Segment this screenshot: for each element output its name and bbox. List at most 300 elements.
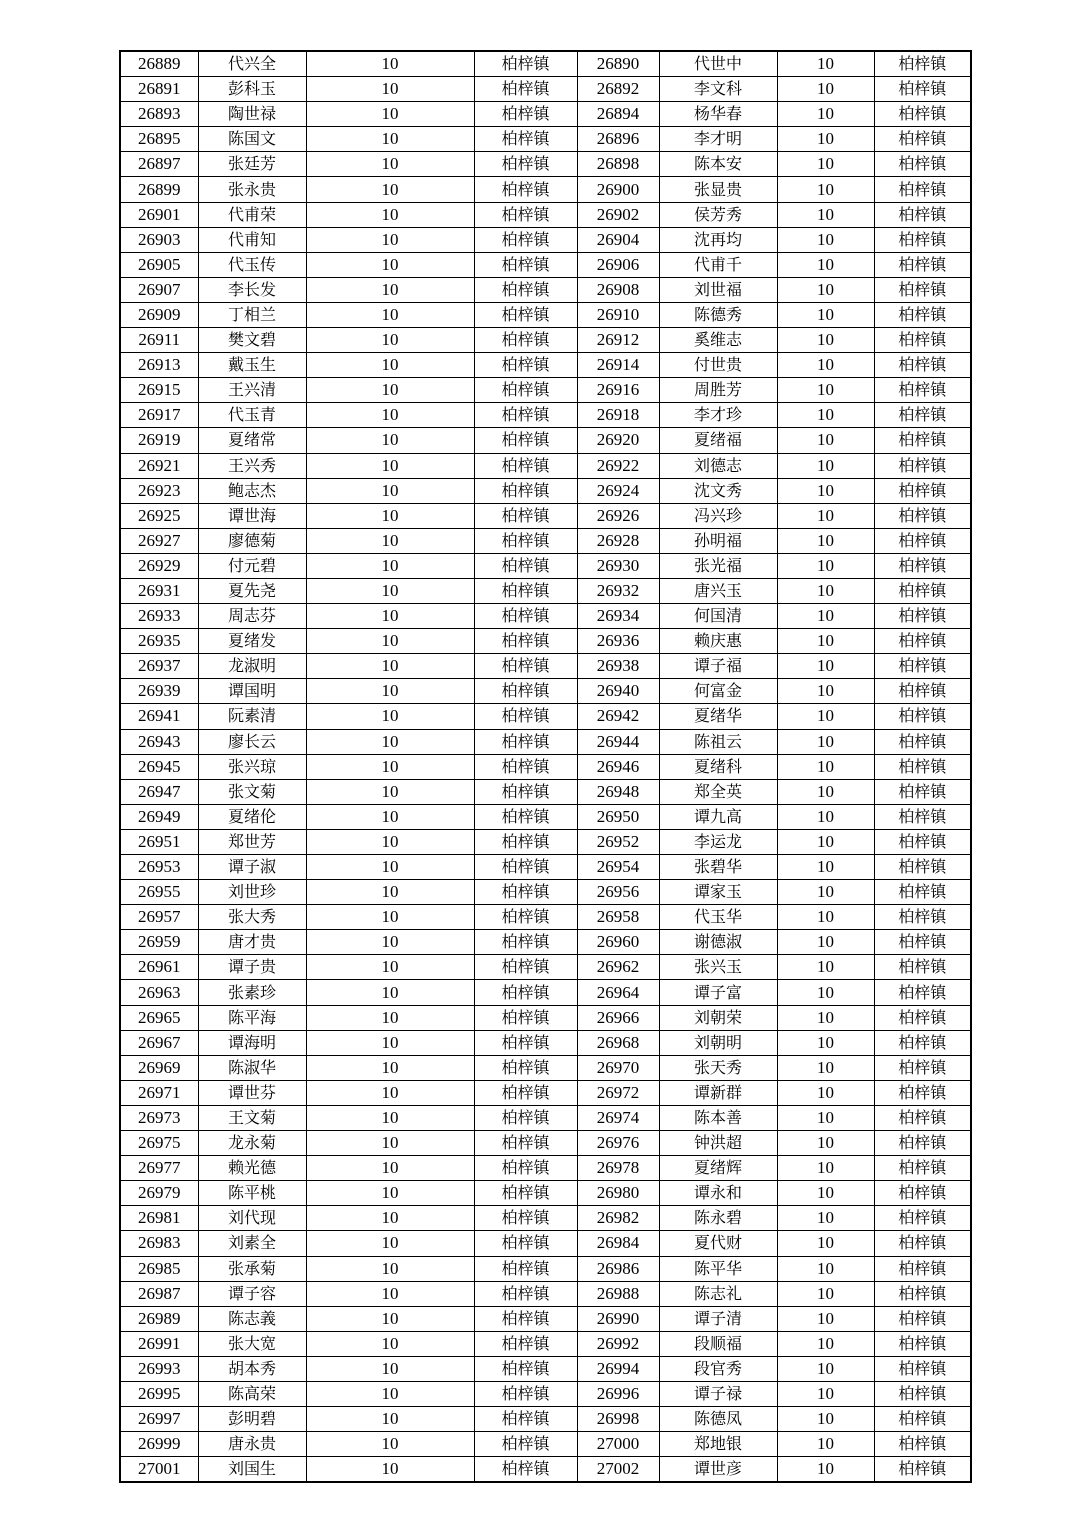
name-cell: 谭新群 [659,1080,777,1105]
amount-cell: 10 [306,679,474,704]
amount-cell: 10 [306,980,474,1005]
amount-cell: 10 [777,528,874,553]
amount-cell: 10 [777,328,874,353]
id-cell: 26946 [577,754,659,779]
id-cell: 26950 [577,804,659,829]
amount-cell: 10 [777,428,874,453]
id-cell: 26967 [120,1030,198,1055]
amount-cell: 10 [306,804,474,829]
table-row [120,855,971,880]
amount-cell: 10 [306,553,474,578]
town-cell: 柏梓镇 [874,302,971,327]
amount-cell: 10 [777,754,874,779]
town-cell: 柏梓镇 [474,553,577,578]
amount-cell: 10 [777,980,874,1005]
name-cell: 刘世福 [659,277,777,302]
name-cell: 代玉传 [198,252,306,277]
amount-cell: 10 [777,478,874,503]
amount-cell: 10 [306,403,474,428]
id-cell: 26949 [120,804,198,829]
amount-cell: 10 [777,277,874,302]
amount-cell: 10 [777,51,874,77]
town-cell: 柏梓镇 [874,1030,971,1055]
town-cell: 柏梓镇 [474,152,577,177]
town-cell: 柏梓镇 [874,328,971,353]
name-cell: 夏绪常 [198,428,306,453]
id-cell: 26960 [577,930,659,955]
name-cell: 侯芳秀 [659,202,777,227]
table-row [120,1231,971,1256]
id-cell: 27001 [120,1457,198,1483]
amount-cell: 10 [306,1105,474,1130]
amount-cell: 10 [777,1080,874,1105]
name-cell: 张兴玉 [659,955,777,980]
town-cell: 柏梓镇 [474,1281,577,1306]
table-row [120,679,971,704]
town-cell: 柏梓镇 [874,1131,971,1156]
town-cell: 柏梓镇 [874,804,971,829]
name-cell: 彭明碧 [198,1407,306,1432]
id-cell: 26954 [577,855,659,880]
amount-cell: 10 [777,77,874,102]
amount-cell: 10 [777,1407,874,1432]
table-row [120,1156,971,1181]
town-cell: 柏梓镇 [474,829,577,854]
name-cell: 张廷芳 [198,152,306,177]
id-cell: 27000 [577,1432,659,1457]
town-cell: 柏梓镇 [874,1231,971,1256]
id-cell: 26985 [120,1256,198,1281]
town-cell: 柏梓镇 [874,679,971,704]
town-cell: 柏梓镇 [474,704,577,729]
name-cell: 谭家玉 [659,880,777,905]
amount-cell: 10 [306,729,474,754]
name-cell: 夏绪福 [659,428,777,453]
name-cell: 代兴全 [198,51,306,77]
town-cell: 柏梓镇 [474,905,577,930]
table-row [120,1432,971,1457]
amount-cell: 10 [777,202,874,227]
town-cell: 柏梓镇 [474,227,577,252]
amount-cell: 10 [777,1005,874,1030]
town-cell: 柏梓镇 [874,152,971,177]
name-cell: 付世贵 [659,353,777,378]
town-cell: 柏梓镇 [874,1281,971,1306]
amount-cell: 10 [777,729,874,754]
table-row [120,1256,971,1281]
name-cell: 丁相兰 [198,302,306,327]
town-cell: 柏梓镇 [874,604,971,629]
amount-cell: 10 [306,1356,474,1381]
id-cell: 26970 [577,1055,659,1080]
id-cell: 26971 [120,1080,198,1105]
id-cell: 26988 [577,1281,659,1306]
amount-cell: 10 [777,1055,874,1080]
name-cell: 夏绪伦 [198,804,306,829]
town-cell: 柏梓镇 [874,252,971,277]
name-cell: 唐永贵 [198,1432,306,1457]
amount-cell: 10 [306,1206,474,1231]
id-cell: 26895 [120,127,198,152]
town-cell: 柏梓镇 [474,578,577,603]
table-row [120,252,971,277]
name-cell: 谢德淑 [659,930,777,955]
table-row [120,729,971,754]
name-cell: 陈祖云 [659,729,777,754]
id-cell: 26995 [120,1381,198,1406]
id-cell: 26943 [120,729,198,754]
id-cell: 26894 [577,102,659,127]
town-cell: 柏梓镇 [474,51,577,77]
amount-cell: 10 [306,77,474,102]
amount-cell: 10 [306,1030,474,1055]
id-cell: 26918 [577,403,659,428]
name-cell: 张永贵 [198,177,306,202]
name-cell: 唐才贵 [198,930,306,955]
amount-cell: 10 [777,955,874,980]
name-cell: 代玉华 [659,905,777,930]
town-cell: 柏梓镇 [874,353,971,378]
amount-cell: 10 [306,1306,474,1331]
name-cell: 王兴秀 [198,453,306,478]
amount-cell: 10 [306,1156,474,1181]
amount-cell: 10 [306,102,474,127]
amount-cell: 10 [306,152,474,177]
id-cell: 26972 [577,1080,659,1105]
town-cell: 柏梓镇 [474,1407,577,1432]
id-cell: 26925 [120,503,198,528]
amount-cell: 10 [777,855,874,880]
town-cell: 柏梓镇 [474,955,577,980]
town-cell: 柏梓镇 [874,1457,971,1483]
amount-cell: 10 [777,453,874,478]
town-cell: 柏梓镇 [474,980,577,1005]
name-cell: 李才珍 [659,403,777,428]
id-cell: 26948 [577,779,659,804]
id-cell: 26911 [120,328,198,353]
amount-cell: 10 [306,1331,474,1356]
town-cell: 柏梓镇 [874,1156,971,1181]
table-row [120,1005,971,1030]
amount-cell: 10 [306,930,474,955]
amount-cell: 10 [777,127,874,152]
town-cell: 柏梓镇 [474,503,577,528]
id-cell: 26904 [577,227,659,252]
name-cell: 谭子富 [659,980,777,1005]
amount-cell: 10 [777,1331,874,1356]
town-cell: 柏梓镇 [474,1156,577,1181]
id-cell: 26979 [120,1181,198,1206]
name-cell: 廖长云 [198,729,306,754]
id-cell: 26977 [120,1156,198,1181]
town-cell: 柏梓镇 [874,754,971,779]
name-cell: 陈平华 [659,1256,777,1281]
town-cell: 柏梓镇 [874,1181,971,1206]
amount-cell: 10 [306,754,474,779]
table-row [120,77,971,102]
table-row [120,277,971,302]
name-cell: 唐兴玉 [659,578,777,603]
id-cell: 26906 [577,252,659,277]
table-row [120,654,971,679]
id-cell: 26922 [577,453,659,478]
id-cell: 26913 [120,353,198,378]
table-row [120,378,971,403]
town-cell: 柏梓镇 [474,1331,577,1356]
name-cell: 陶世禄 [198,102,306,127]
table-row [120,1131,971,1156]
town-cell: 柏梓镇 [874,930,971,955]
amount-cell: 10 [306,227,474,252]
town-cell: 柏梓镇 [874,453,971,478]
table-row [120,127,971,152]
town-cell: 柏梓镇 [874,227,971,252]
town-cell: 柏梓镇 [874,1432,971,1457]
amount-cell: 10 [306,1281,474,1306]
name-cell: 胡本秀 [198,1356,306,1381]
amount-cell: 10 [777,629,874,654]
town-cell: 柏梓镇 [874,880,971,905]
amount-cell: 10 [306,277,474,302]
town-cell: 柏梓镇 [874,127,971,152]
id-cell: 26956 [577,880,659,905]
id-cell: 27002 [577,1457,659,1483]
town-cell: 柏梓镇 [874,403,971,428]
name-cell: 张兴琼 [198,754,306,779]
name-cell: 龙永菊 [198,1131,306,1156]
name-cell: 代玉青 [198,403,306,428]
id-cell: 26900 [577,177,659,202]
id-cell: 26930 [577,553,659,578]
name-cell: 谭子淑 [198,855,306,880]
town-cell: 柏梓镇 [474,1457,577,1483]
name-cell: 谭子福 [659,654,777,679]
name-cell: 付元碧 [198,553,306,578]
id-cell: 26905 [120,252,198,277]
table-row [120,428,971,453]
town-cell: 柏梓镇 [474,1080,577,1105]
amount-cell: 10 [777,779,874,804]
name-cell: 鲍志杰 [198,478,306,503]
name-cell: 刘世珍 [198,880,306,905]
name-cell: 夏绪科 [659,754,777,779]
id-cell: 26893 [120,102,198,127]
id-cell: 26923 [120,478,198,503]
town-cell: 柏梓镇 [474,1306,577,1331]
id-cell: 26965 [120,1005,198,1030]
name-cell: 孙明福 [659,528,777,553]
id-cell: 26947 [120,779,198,804]
amount-cell: 10 [306,1256,474,1281]
town-cell: 柏梓镇 [474,478,577,503]
town-cell: 柏梓镇 [874,704,971,729]
id-cell: 26916 [577,378,659,403]
amount-cell: 10 [777,679,874,704]
name-cell: 张文菊 [198,779,306,804]
id-cell: 26921 [120,453,198,478]
amount-cell: 10 [777,252,874,277]
amount-cell: 10 [306,829,474,854]
table-row [120,1306,971,1331]
amount-cell: 10 [306,1055,474,1080]
town-cell: 柏梓镇 [474,328,577,353]
town-cell: 柏梓镇 [874,528,971,553]
amount-cell: 10 [777,1181,874,1206]
name-cell: 郑全英 [659,779,777,804]
amount-cell: 10 [777,227,874,252]
id-cell: 26917 [120,403,198,428]
name-cell: 王兴清 [198,378,306,403]
table-row [120,1105,971,1130]
amount-cell: 10 [777,378,874,403]
table-row [120,1407,971,1432]
id-cell: 26945 [120,754,198,779]
name-cell: 张素珍 [198,980,306,1005]
town-cell: 柏梓镇 [474,679,577,704]
table-row [120,102,971,127]
id-cell: 26999 [120,1432,198,1457]
town-cell: 柏梓镇 [474,1131,577,1156]
town-cell: 柏梓镇 [474,202,577,227]
table-row [120,804,971,829]
amount-cell: 10 [306,1432,474,1457]
table-row [120,152,971,177]
town-cell: 柏梓镇 [474,528,577,553]
name-cell: 夏绪辉 [659,1156,777,1181]
name-cell: 陈本安 [659,152,777,177]
amount-cell: 10 [306,1407,474,1432]
table-row [120,980,971,1005]
amount-cell: 10 [777,1356,874,1381]
amount-cell: 10 [306,855,474,880]
table-row [120,202,971,227]
amount-cell: 10 [777,302,874,327]
name-cell: 郑世芳 [198,829,306,854]
id-cell: 26910 [577,302,659,327]
town-cell: 柏梓镇 [474,1206,577,1231]
town-cell: 柏梓镇 [474,252,577,277]
id-cell: 26901 [120,202,198,227]
amount-cell: 10 [306,654,474,679]
id-cell: 26953 [120,855,198,880]
id-cell: 26966 [577,1005,659,1030]
id-cell: 26976 [577,1131,659,1156]
name-cell: 奚维志 [659,328,777,353]
town-cell: 柏梓镇 [874,779,971,804]
id-cell: 26957 [120,905,198,930]
town-cell: 柏梓镇 [874,629,971,654]
table-row [120,1080,971,1105]
amount-cell: 10 [306,880,474,905]
town-cell: 柏梓镇 [474,779,577,804]
table-row [120,955,971,980]
table-row [120,1281,971,1306]
amount-cell: 10 [777,353,874,378]
name-cell: 夏先尧 [198,578,306,603]
amount-cell: 10 [306,478,474,503]
amount-cell: 10 [777,1105,874,1130]
name-cell: 赖庆惠 [659,629,777,654]
id-cell: 26926 [577,503,659,528]
id-cell: 26994 [577,1356,659,1381]
town-cell: 柏梓镇 [874,478,971,503]
id-cell: 26969 [120,1055,198,1080]
table-row [120,353,971,378]
name-cell: 龙淑明 [198,654,306,679]
name-cell: 陈高荣 [198,1381,306,1406]
id-cell: 26951 [120,829,198,854]
amount-cell: 10 [306,704,474,729]
id-cell: 26889 [120,51,198,77]
amount-cell: 10 [306,905,474,930]
amount-cell: 10 [777,1231,874,1256]
town-cell: 柏梓镇 [874,51,971,77]
name-cell: 冯兴珍 [659,503,777,528]
town-cell: 柏梓镇 [474,729,577,754]
amount-cell: 10 [777,604,874,629]
name-cell: 陈平桃 [198,1181,306,1206]
id-cell: 26891 [120,77,198,102]
name-cell: 谭世海 [198,503,306,528]
id-cell: 26909 [120,302,198,327]
name-cell: 杨华春 [659,102,777,127]
town-cell: 柏梓镇 [874,1356,971,1381]
amount-cell: 10 [777,1256,874,1281]
town-cell: 柏梓镇 [874,729,971,754]
table-row [120,604,971,629]
town-cell: 柏梓镇 [874,1005,971,1030]
table-row [120,503,971,528]
town-cell: 柏梓镇 [474,1030,577,1055]
id-cell: 26984 [577,1231,659,1256]
name-cell: 段官秀 [659,1356,777,1381]
table-row [120,302,971,327]
town-cell: 柏梓镇 [474,1005,577,1030]
id-cell: 26890 [577,51,659,77]
amount-cell: 10 [777,1206,874,1231]
town-cell: 柏梓镇 [874,905,971,930]
id-cell: 26940 [577,679,659,704]
id-cell: 26898 [577,152,659,177]
amount-cell: 10 [777,1306,874,1331]
name-cell: 陈永碧 [659,1206,777,1231]
amount-cell: 10 [777,1156,874,1181]
amount-cell: 10 [777,1030,874,1055]
town-cell: 柏梓镇 [474,1381,577,1406]
name-cell: 谭子容 [198,1281,306,1306]
name-cell: 刘朝荣 [659,1005,777,1030]
amount-cell: 10 [777,1381,874,1406]
amount-cell: 10 [777,1432,874,1457]
id-cell: 26927 [120,528,198,553]
amount-cell: 10 [306,453,474,478]
id-cell: 26944 [577,729,659,754]
amount-cell: 10 [306,503,474,528]
name-cell: 何富金 [659,679,777,704]
town-cell: 柏梓镇 [474,1105,577,1130]
name-cell: 陈志義 [198,1306,306,1331]
table-row [120,1181,971,1206]
table-row [120,829,971,854]
name-cell: 何国清 [659,604,777,629]
amount-cell: 10 [777,102,874,127]
table-row [120,704,971,729]
amount-cell: 10 [777,152,874,177]
id-cell: 26983 [120,1231,198,1256]
name-cell: 李运龙 [659,829,777,854]
town-cell: 柏梓镇 [874,578,971,603]
town-cell: 柏梓镇 [874,980,971,1005]
